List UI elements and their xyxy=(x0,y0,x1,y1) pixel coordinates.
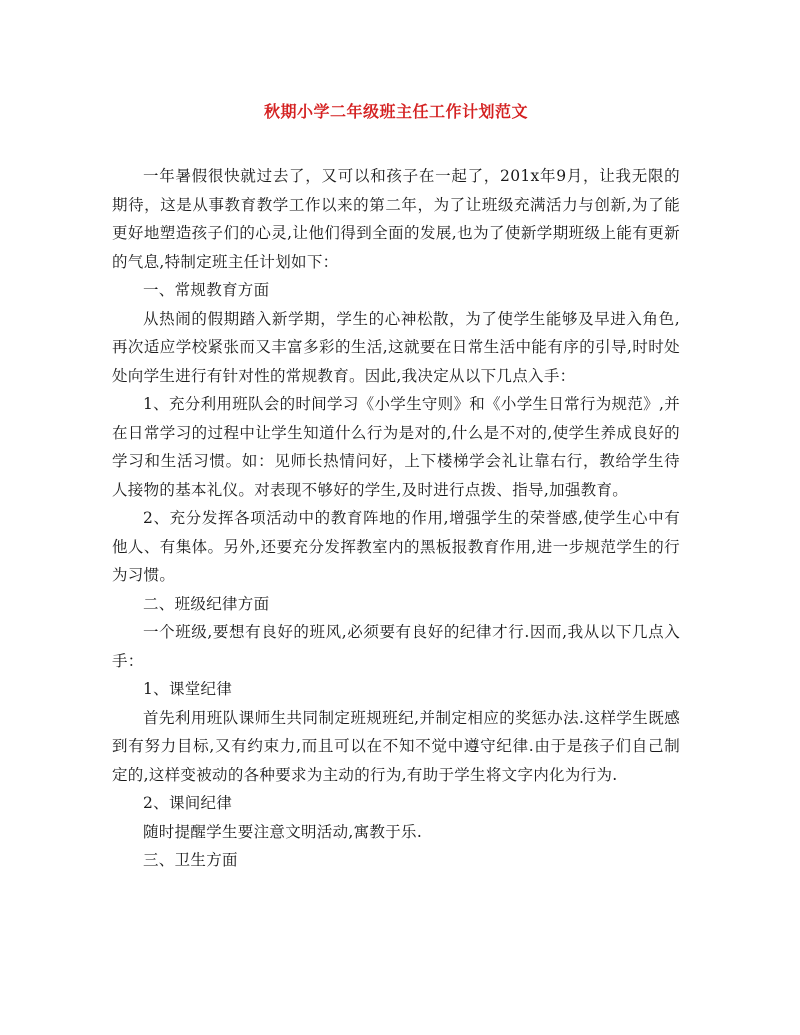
section-heading-routine-education: 一、常规教育方面 xyxy=(143,281,270,299)
subheading-classroom-discipline: 1、课堂纪律 xyxy=(143,680,233,698)
routine-item-1-paragraph: 1、充分利用班队会的时间学习《小学生守则》和《小学生日常行为规范》,并在日常学习的过程中让学生知道什么行为是对的,什么是不对的,使学生养成良好的学习和生活习惯。如：见师长热情问好，上下楼梯学会礼让靠右行，教给学生待人接物的基本礼仪。对表现不够好的学生,及时进行点拨、指导,加强教育。 xyxy=(112,395,680,499)
subheading-break-discipline: 2、课间纪律 xyxy=(143,794,233,812)
routine-education-paragraph: 从热闹的假期踏入新学期，学生的心神松散，为了使学生能够及早进入角色,再次适应学校紧张而又丰富多彩的生活,这就要在日常生活中能有序的引导,时时处处向学生进行有针对性的常规教育。因此,我决定从以下几点入手： xyxy=(112,309,680,385)
section-heading-hygiene: 三、卫生方面 xyxy=(143,851,238,869)
intro-paragraph: 一年暑假很快就过去了，又可以和孩子在一起了，201x年9月，让我无限的期待，这是从事教育教学工作以来的第二年，为了让班级充满活力与创新,为了能更好地塑造孩子们的心灵,让他们得到全面的发展,也为了使新学期班级上能有更新的气息,特制定班主任计划如下： xyxy=(112,167,680,271)
routine-item-2-paragraph: 2、充分发挥各项活动中的教育阵地的作用,增强学生的荣誉感,使学生心中有他人、有集体。另外,还要充分发挥教室内的黑板报教育作用,进一步规范学生的行为习惯。 xyxy=(112,509,680,584)
classroom-discipline-paragraph: 首先利用班队课师生共同制定班规班纪,并制定相应的奖惩办法.这样学生既感到有努力目标,又有约束力,而且可以在不知不觉中遵守纪律.由于是孩子们自己制定的,这样变被动的各种要求为主动的行为,有助于学生将文字内化为行为. xyxy=(112,708,680,784)
document-page xyxy=(112,100,680,875)
class-discipline-paragraph: 一个班级,要想有良好的班风,必须要有良好的纪律才行.因而,我从以下几点入手： xyxy=(112,623,680,670)
section-heading-class-discipline: 二、班级纪律方面 xyxy=(143,594,270,613)
document-title: 秋期小学二年级班主任工作计划范文 xyxy=(263,102,528,121)
break-discipline-paragraph: 随时提醒学生要注意文明活动,寓教于乐. xyxy=(143,822,423,841)
